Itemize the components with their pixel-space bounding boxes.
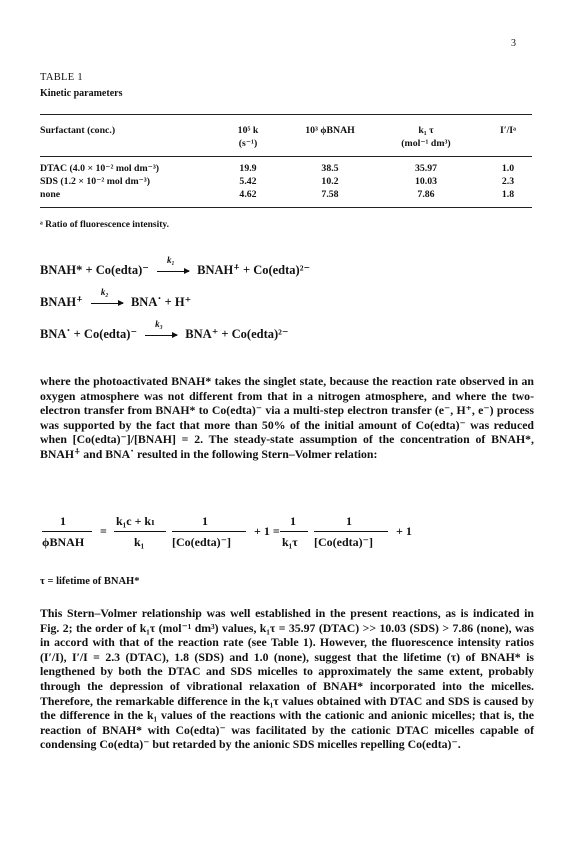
eq-frac-line [314, 531, 388, 532]
header-k: 10⁵ k [237, 125, 259, 136]
reaction-3-left: BNA˙ + Co(edta)⁻ [40, 327, 138, 341]
eq-plus-one: + 1 [396, 524, 412, 538]
eq-den-1: ϕBNAH [42, 535, 85, 549]
table-row-1-phi: 38.5 [321, 163, 339, 174]
eq-den-3: [Co(edta)⁻] [172, 535, 231, 549]
table-row-2-surfactant: SDS (1.2 × 10⁻² mol dm⁻³) [40, 176, 150, 187]
eq-den-4: k₁τ [282, 535, 298, 549]
rate-constant: k₁ [166, 255, 175, 266]
table-bottom-rule [40, 207, 532, 208]
reaction-arrow-icon [145, 319, 177, 336]
table-row-1-ratio: 1.0 [501, 163, 515, 174]
eq-frac-line [42, 531, 92, 532]
table-caption: Kinetic parameters [40, 88, 123, 99]
header-k1tau: k₁ τ [418, 125, 434, 136]
eq-frac-line [280, 531, 308, 532]
reaction-arrow-icon [157, 255, 189, 272]
rate-constant: k₃ [155, 319, 163, 330]
rate-constant: k₂ [100, 287, 109, 298]
table-footnote: ᵃ Ratio of fluorescence intensity. [40, 220, 169, 230]
reaction-1-left: BNAH* + Co(edta)⁻ [40, 263, 149, 277]
table-row-2-phi: 10.2 [321, 176, 339, 187]
reaction-2-left: BNAH⁺̇ [40, 295, 83, 309]
table-row-2-k1tau: 10.03 [414, 176, 438, 187]
eq-den-5: [Co(edta)⁻] [314, 535, 373, 549]
eq-num-4: 1 [290, 514, 296, 528]
reaction-2-right: BNA˙ + H⁺ [130, 295, 192, 309]
reaction-arrow-icon [91, 287, 123, 304]
table-row-2-k: 5.42 [239, 176, 257, 187]
eq-equals: = [100, 524, 107, 538]
eq-plus-one-equals: + 1 = [254, 524, 280, 538]
reaction-1-right: BNAH⁺̇ + Co(edta)²⁻ [197, 263, 311, 277]
table-row-3-ratio: 1.8 [501, 189, 515, 200]
table-row-1-surfactant: DTAC (4.0 × 10⁻² mol dm⁻³) [40, 163, 160, 174]
reaction-3-right: BNA⁺ + Co(edta)²⁻ [185, 327, 289, 341]
table-row-1-k: 19.9 [239, 163, 257, 174]
eq-num-3: 1 [202, 514, 208, 528]
table-row-3-surfactant: none [40, 189, 61, 200]
table-row-3-phi: 7.58 [321, 189, 339, 200]
paragraph-2: This Stern–Volmer relationship was well established in the present reactions, as is indicated in Fig. 2; the order of k₁τ (mol⁻¹ dm³) values, k₁τ = 35.97 (DTAC) >> 10.03 (SDS) > 7.86 (none), was in accord with that of the reaction rate (see Table 1). However, the fluorescence intensity ratios (I′/I), I′/I = 2.3 (DTAC), 1.8 (SDS) and 1.0 (none), suggest that the lifetime (τ) of BNAH* is lengthened by both the DTAC and SDS micelles to approximately the same extent, probably through the depression of vibrational relaxation of BNAH* incorporated into the micelles. Therefore, the remarkable difference in the k₁τ values obtained with DTAC and SDS is caused by the difference in the k₁ values of the reactions with the cationic and anionic micelles; that is, the reaction of BNAH* with Co(edta)⁻ was facilitated by the cationic DTAC micelles capable of condensing Co(edta)⁻ but retarded by the anionic SDS micelles repelling Co(edta)⁻. [40, 606, 534, 752]
header-k-unit: (s⁻¹) [238, 138, 258, 149]
eq-frac-line [114, 531, 166, 532]
eq-frac-line [172, 531, 246, 532]
tau-definition: τ = lifetime of BNAH* [40, 576, 140, 587]
reaction-2 [40, 287, 192, 310]
table-row-3-k1tau: 7.86 [417, 189, 435, 200]
eq-num-1: 1 [60, 514, 66, 528]
reaction-3 [40, 319, 289, 342]
table-row-2-ratio: 2.3 [501, 176, 515, 187]
table-row-1-k1tau: 35.97 [414, 163, 438, 174]
eq-den-2: k₁ [134, 535, 145, 549]
paragraph-1: where the photoactivated BNAH* takes the singlet state, because the reaction rate observed in an oxygen atmosphere was not different from that in a nitrogen atmosphere, and where the two-electron transfer from BNAH* to Co(edta)⁻ via a multi-step electron transfer (e⁻, H⁺, e⁻) process was supported by the fact that more than 50% of the initial amount of Co(edta)⁻ was reduced when [Co(edta)⁻]/[BNAH] = 2. The steady-state assumption of the concentration of BNAH*, BNAH⁺̇ and BNA˙ resulted in the following Stern–Volmer relation: [40, 374, 534, 461]
table-top-rule [40, 114, 532, 115]
eq-num-5: 1 [346, 514, 352, 528]
table-row-3-k: 4.62 [239, 189, 257, 200]
header-phi: 10³ ϕBNAH [305, 125, 355, 136]
table-header-rule [40, 156, 532, 157]
header-k1tau-unit: (mol⁻¹ dm³) [401, 138, 451, 149]
eq-num-2: k₁c + kₗ [116, 514, 155, 528]
page-number: 3 [511, 38, 516, 49]
header-surfactant: Surfactant (conc.) [40, 125, 116, 136]
table-label: TABLE 1 [40, 72, 83, 83]
header-ratio: I′/Iᵃ [500, 125, 516, 136]
reaction-1 [40, 255, 311, 278]
